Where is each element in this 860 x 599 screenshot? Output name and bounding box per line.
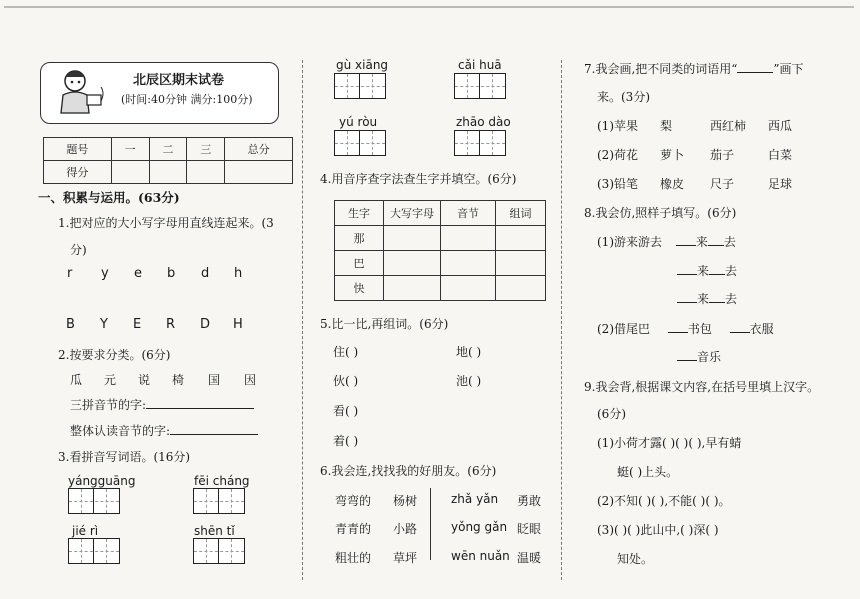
q6-word[interactable]: 弯弯的 [335,494,372,508]
score-header-cell: 题号 [44,138,112,161]
char: 因 [244,373,257,387]
q3-instruction: 3.看拼音写词语。(16分) [58,450,191,464]
q5-item[interactable]: 着( ) [333,434,359,448]
q9-line[interactable]: 知处。 [617,552,654,566]
q6-word[interactable]: 温暖 [517,551,542,565]
q7-word[interactable]: (3)铅笔 [597,177,638,191]
lookup-input-cell[interactable] [496,226,546,251]
writing-grid[interactable] [334,73,386,99]
q6-word[interactable]: 小路 [393,522,418,536]
q5-item[interactable]: 看( ) [333,404,359,418]
q7-word[interactable]: 西瓜 [768,119,793,133]
score-label-cell: 得分 [44,161,112,184]
score-input-cell[interactable] [149,161,187,184]
q7-word[interactable]: 尺子 [710,177,735,191]
score-input-cell[interactable] [187,161,225,184]
q1-instruction: 1.把对应的大小写字母用直线连起来。(3 [58,216,274,230]
letter[interactable]: Y [100,317,108,332]
lookup-char: 那 [335,226,384,251]
score-header-cell: 总分 [225,138,293,161]
pinyin-label: zhāo dào [456,115,511,129]
letter[interactable]: E [133,317,142,332]
q8-word: 衣服 [749,322,774,336]
exam-title: 北辰区期末试卷 [133,73,225,88]
q8-row [677,348,721,365]
q8-row [677,290,737,307]
q9-line[interactable]: (1)小荷才露( )( )( ),早有蜻 [597,436,742,450]
letter[interactable]: e [134,266,142,281]
q8-row [677,262,737,279]
underline-sample [737,61,773,73]
letter[interactable]: B [66,317,75,332]
char: 说 [138,373,151,387]
lookup-input-cell[interactable] [496,251,546,276]
q8-row [597,320,774,337]
score-header-cell: 三 [187,138,225,161]
answer-blank[interactable] [677,263,697,275]
q6-pinyin[interactable]: zhǎ yǎn [451,492,499,506]
letter[interactable]: b [167,266,176,281]
column-divider-left [302,60,303,580]
letter[interactable]: y [101,266,109,281]
q7-instruction-cont: 来。(3分) [597,90,650,104]
section-title: 一、积累与运用。(63分) [38,190,180,205]
q7-word[interactable]: 西红柿 [710,119,747,133]
q1-instruction-cont: 分) [70,243,87,257]
lookup-input-cell[interactable] [441,276,496,301]
char: 瓜 [70,373,83,387]
pinyin-label: jié rì [72,524,99,538]
char: 椅 [172,373,185,387]
char: 元 [104,373,117,387]
lookup-input-cell[interactable] [441,251,496,276]
q9-instruction: 9.我会背,根据课文内容,在括号里填上汉字。 [584,380,820,394]
letter[interactable]: R [166,317,176,332]
q6-word[interactable]: 杨树 [393,494,418,508]
char: 国 [208,373,221,387]
score-header-cell: 二 [149,138,187,161]
q7-row [597,175,837,191]
q7-word[interactable]: 白菜 [768,148,793,162]
score-header-cell: 一 [111,138,149,161]
child-reading-icon [49,67,111,119]
q6-word[interactable]: 眨眼 [517,522,542,536]
letter[interactable]: h [234,266,243,281]
answer-blank[interactable] [677,291,697,303]
letter[interactable]: D [200,317,211,332]
answer-blank[interactable] [709,291,725,303]
answer-blank[interactable] [676,234,696,246]
q5-item[interactable]: 伙( ) [333,374,359,388]
writing-grid[interactable] [454,73,506,99]
q8-qu: 去 [725,264,738,278]
q8-word: 书包 [687,322,712,336]
answer-blank[interactable] [709,263,725,275]
answer-blank[interactable] [677,349,697,361]
q9-line[interactable]: 蜓( )上头。 [617,465,679,479]
writing-grid[interactable] [68,488,120,514]
q6-instruction: 6.我会连,找找我的好朋友。(6分) [320,464,497,478]
q8-row [597,233,736,250]
q7-word[interactable]: 茄子 [710,148,735,162]
q7-word[interactable]: 梨 [660,119,673,133]
lookup-char: 巴 [335,251,384,276]
answer-blank[interactable] [730,321,750,333]
lookup-header: 生字 [335,201,384,226]
pinyin-label: shēn tǐ [194,524,235,538]
q2-instruction: 2.按要求分类。(6分) [58,348,171,362]
q6-word[interactable]: 青青的 [335,522,372,536]
q7-row [597,117,837,133]
letter[interactable]: r [67,266,73,281]
q6-word[interactable]: 草坪 [393,551,418,565]
q2-label: 整体认读音节的字: [70,424,171,438]
q7-word[interactable]: (1)苹果 [597,119,638,133]
q5-item[interactable]: 池( ) [456,374,482,388]
lookup-input-cell[interactable] [441,226,496,251]
lookup-input-cell[interactable] [496,276,546,301]
q9-line[interactable]: (2)不知( )( ),不能( )( )。 [597,494,731,508]
q2-line-whole-syllable [70,422,258,439]
answer-blank[interactable] [708,234,724,246]
q7-word[interactable]: (2)荷花 [597,148,638,162]
writing-grid[interactable] [68,538,120,564]
writing-grid[interactable] [193,538,245,564]
q8-qu: 去 [725,292,738,306]
q8-lai: 来 [697,264,710,278]
answer-blank[interactable] [170,422,258,435]
pinyin-label: yú ròu [339,115,378,129]
q7-word[interactable]: 足球 [768,177,793,191]
q7-instruction [584,60,804,77]
score-input-cell[interactable] [225,161,293,184]
q2-label: 三拼音节的字: [70,398,147,412]
q5-item[interactable]: 地( ) [456,345,482,359]
q6-divider [430,488,431,560]
q8-instruction: 8.我会仿,照样子填写。(6分) [584,206,737,220]
q8-lai: 来 [695,235,708,249]
pinyin-label: cǎi huā [458,58,502,72]
pinyin-label: yángguāng [68,474,136,488]
exam-header-banner [40,62,279,124]
q8-example: (2)借尾巴 [597,322,650,336]
q4-instruction: 4.用音序查字法查生字并填空。(6分) [320,172,517,186]
q6-pinyin[interactable]: yǒng gǎn [451,520,508,534]
lookup-input-cell[interactable] [384,226,441,251]
q6-word[interactable]: 粗壮的 [335,551,372,565]
q5-instruction: 5.比一比,再组词。(6分) [320,317,449,331]
score-table [43,137,293,184]
letter[interactable]: H [233,317,243,332]
q6-pinyin[interactable]: wēn nuǎn [451,549,510,563]
lookup-input-cell[interactable] [384,251,441,276]
lookup-input-cell[interactable] [384,276,441,301]
q2-line-three-pinyin [70,396,254,413]
q7-text: 7.我会画,把不同类的词语用“ [584,62,738,76]
lookup-header: 组词 [496,201,546,226]
q7-word[interactable]: 橡皮 [660,177,685,191]
pinyin-label: fēi cháng [194,474,250,488]
q8-example: (1)游来游去 [597,235,662,249]
lookup-header: 音节 [441,201,496,226]
answer-blank[interactable] [668,321,688,333]
q8-word: 音乐 [697,350,722,364]
q6-word[interactable]: 勇敢 [517,494,542,508]
score-input-cell[interactable] [111,161,149,184]
q9-line[interactable]: (3)( )( )此山中,( )深( ) [597,523,719,537]
answer-blank[interactable] [146,396,254,409]
writing-grid[interactable] [193,488,245,514]
lookup-char: 快 [335,276,384,301]
exam-subtitle: (时间:40分钟 满分:100分) [121,93,253,106]
q8-qu: 去 [723,235,736,249]
q5-item[interactable]: 住( ) [333,345,359,359]
q7-row [597,146,837,162]
writing-grid[interactable] [454,130,506,156]
q7-word[interactable]: 萝卜 [660,148,685,162]
lookup-table [334,200,546,301]
lookup-header: 大写字母 [384,201,441,226]
q9-instruction-cont: (6分) [597,407,626,421]
q7-text: ”画下 [773,62,804,76]
letter[interactable]: d [201,266,210,281]
pinyin-label: gù xiāng [336,58,389,72]
column-divider-right [561,60,562,580]
q8-lai: 来 [697,292,710,306]
writing-grid[interactable] [334,130,386,156]
